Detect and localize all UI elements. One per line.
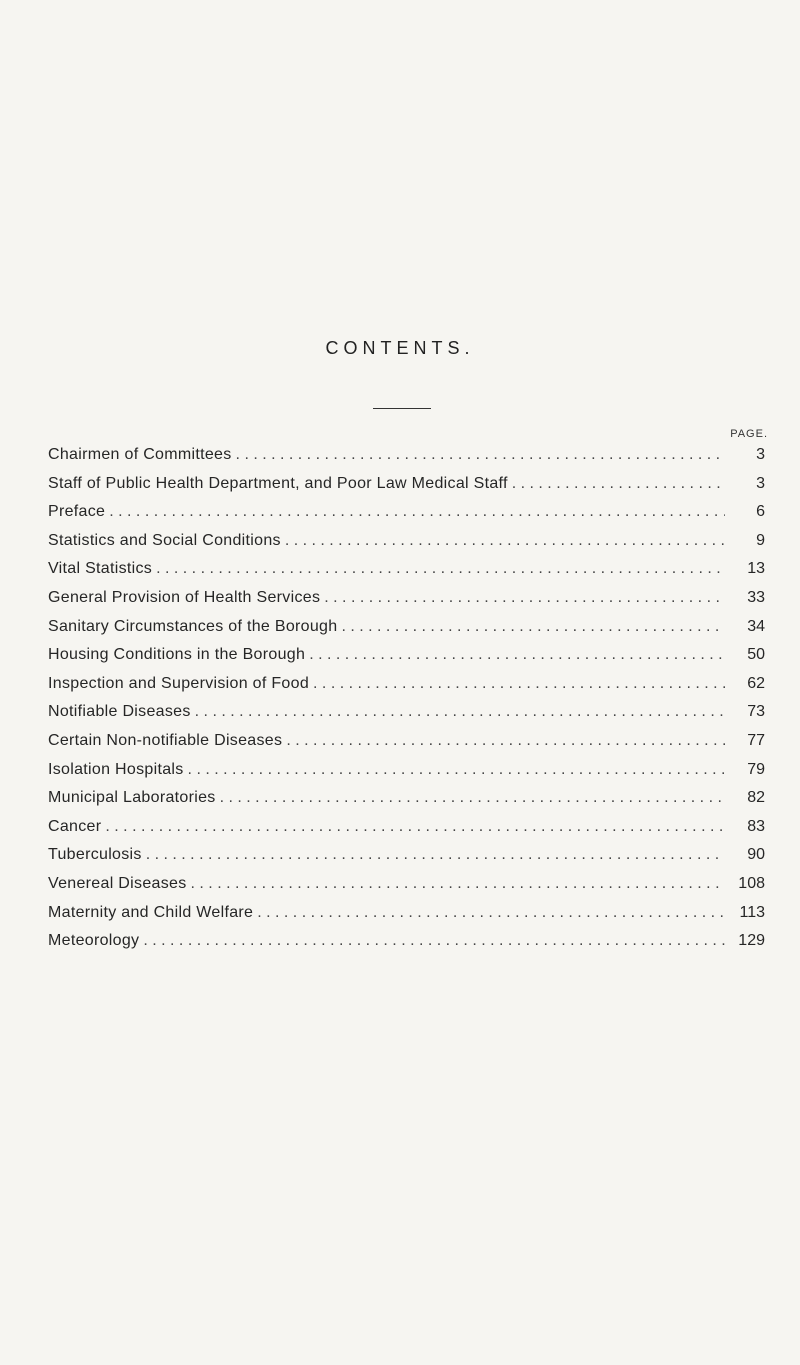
- toc-entry: [48, 618, 765, 647]
- dot-leader: [324, 589, 725, 607]
- toc-entry-title: Isolation Hospitals: [48, 760, 184, 778]
- toc-entry: [48, 532, 765, 561]
- toc-entry-page: 83: [747, 817, 765, 835]
- toc-entry-page: 82: [747, 789, 765, 807]
- page-title: CONTENTS.: [325, 338, 475, 358]
- toc-entry: [48, 703, 765, 732]
- toc-entry-page: 62: [747, 674, 765, 692]
- toc-entry: [48, 503, 765, 532]
- title-divider: [373, 408, 431, 409]
- dot-leader: [191, 875, 725, 893]
- toc-entry: [48, 675, 765, 704]
- toc-entry: [48, 904, 765, 933]
- toc-entry-title: Certain Non-notifiable Diseases: [48, 731, 283, 749]
- page-column-heading: PAGE.: [730, 428, 768, 440]
- toc-entry-title: Sanitary Circumstances of the Borough: [48, 617, 338, 635]
- toc-entry-title: Housing Conditions in the Borough: [48, 646, 306, 664]
- toc-entry-page: 73: [747, 703, 765, 721]
- toc-entry-page: 33: [747, 588, 765, 606]
- toc-entry-page: 79: [747, 760, 765, 778]
- toc-entry-page: 13: [747, 560, 765, 578]
- toc-entry-title: Notifiable Diseases: [48, 703, 191, 721]
- toc-entry: [48, 789, 765, 818]
- toc-entry-title: Preface: [48, 503, 106, 521]
- dot-leader: [309, 646, 725, 664]
- toc-entry-title: Chairmen of Committees: [48, 446, 232, 463]
- toc-entry-title: Municipal Laboratories: [48, 789, 216, 807]
- toc-entry-title: Statistics and Social Conditions: [48, 531, 281, 549]
- dot-leader: [313, 675, 725, 693]
- dot-leader: [195, 703, 725, 721]
- dot-leader: [146, 846, 725, 864]
- toc-entry-page: 113: [739, 903, 765, 921]
- dot-leader: [285, 532, 725, 550]
- toc-entry-page: 34: [747, 617, 765, 635]
- dot-leader: [220, 789, 725, 807]
- toc-entry: [48, 446, 765, 475]
- toc-entry-title: Meteorology: [48, 932, 140, 950]
- dot-leader: [143, 932, 725, 950]
- toc-entry: [48, 560, 765, 589]
- toc-entry-title: Cancer: [48, 817, 102, 835]
- toc-entry-title: Maternity and Child Welfare: [48, 903, 254, 921]
- dot-leader: [109, 503, 725, 521]
- toc-entry: [48, 875, 765, 904]
- toc-entry-page: 6: [756, 503, 765, 521]
- toc-entry-page: 129: [738, 932, 765, 950]
- toc-entry-page: 9: [756, 531, 765, 549]
- dot-leader: [156, 560, 725, 578]
- dot-leader: [341, 618, 725, 636]
- toc-entry-title: Venereal Diseases: [48, 874, 187, 892]
- toc-entry: [48, 818, 765, 847]
- dot-leader: [286, 732, 725, 750]
- toc-entry-title: Tuberculosis: [48, 846, 142, 864]
- toc-entry: [48, 646, 765, 675]
- toc-entry-title: Inspection and Supervision of Food: [48, 674, 310, 692]
- toc-entry-title: Staff of Public Health Department, and Poor Law Medical Staff: [48, 474, 508, 492]
- toc-entry-page: 77: [747, 731, 765, 749]
- dot-leader: [257, 904, 725, 922]
- toc-entry-page: 50: [747, 646, 765, 664]
- toc-entry: [48, 475, 765, 504]
- dot-leader: [188, 761, 725, 779]
- dot-leader: [105, 818, 725, 836]
- toc-entry-page: 108: [738, 874, 765, 892]
- toc-entry-page: 90: [747, 846, 765, 864]
- toc-entry-title: General Provision of Health Services: [48, 588, 321, 606]
- toc-entry: [48, 932, 765, 961]
- toc-entry-page: 3: [756, 474, 765, 492]
- dot-leader: [512, 475, 725, 493]
- toc-entry-title: Vital Statistics: [48, 560, 153, 578]
- toc-entry: [48, 732, 765, 761]
- toc-entry: [48, 589, 765, 618]
- toc-entry-page: 3: [756, 446, 765, 463]
- table-of-contents: [48, 446, 765, 961]
- dot-leader: [236, 446, 725, 464]
- toc-entry: [48, 846, 765, 875]
- toc-entry: [48, 761, 765, 790]
